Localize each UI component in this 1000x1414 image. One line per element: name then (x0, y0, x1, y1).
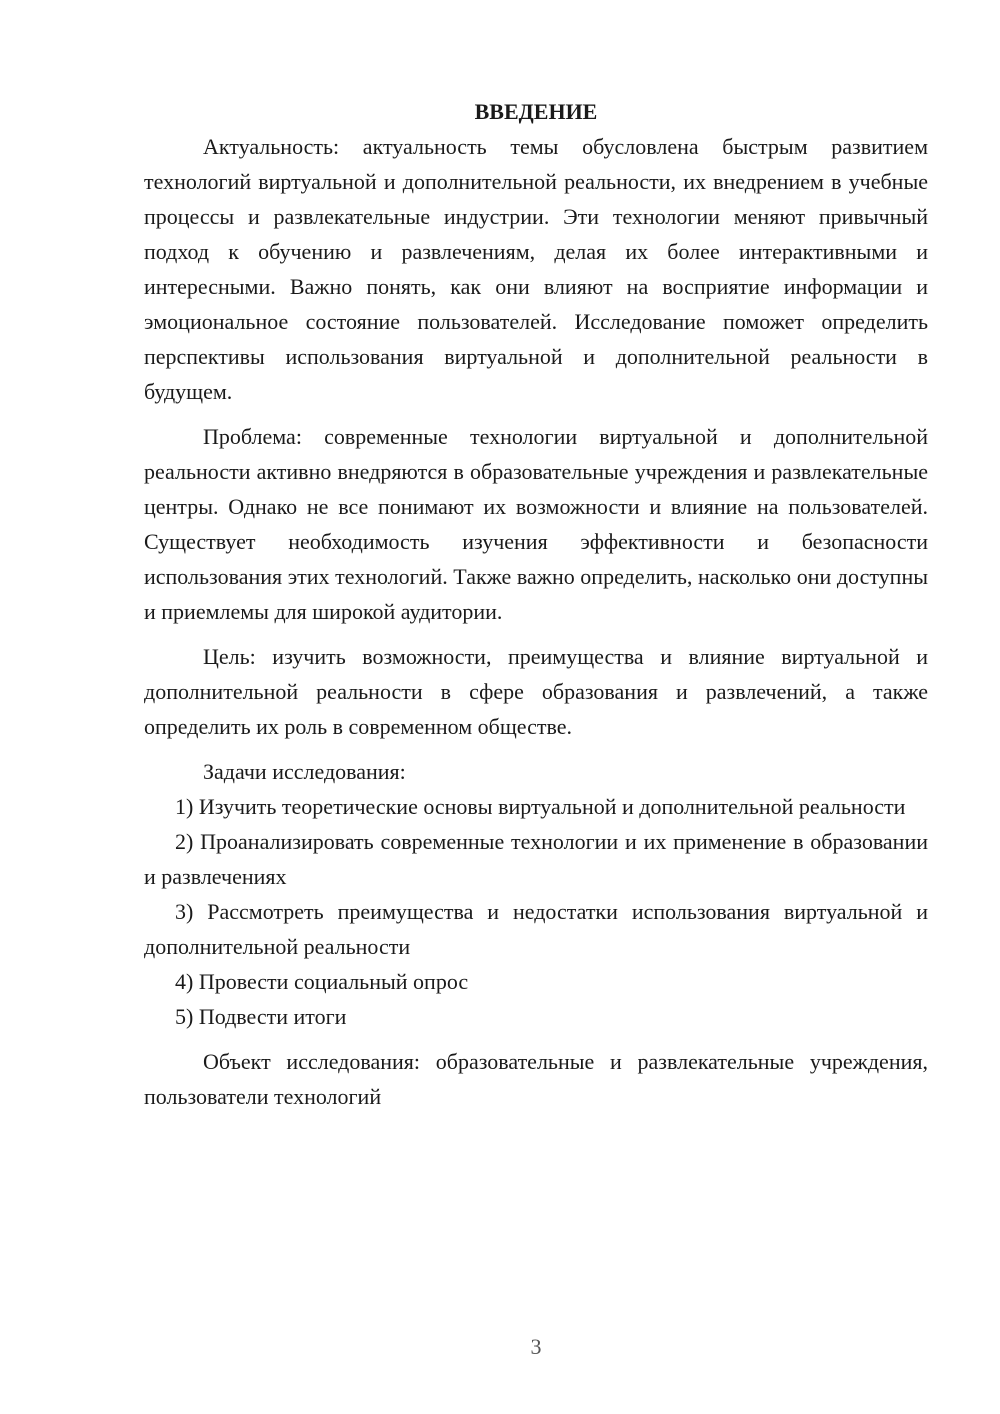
task-item-5: 5) Подвести итоги (175, 1004, 347, 1029)
document-page (144, 94, 928, 1114)
paragraph-relevance: Актуальность: актуальность темы обусловлена быстрым развитием технологий виртуальной и дополнительной реальности, их внедрением в учебные процессы и развлекательные индустрии. Эти технологии меняют привычный подход к обучению и развлечениям, делая их более интерактивными и интересными. Важно понять, как они влияют на восприятие информации и эмоциональное состояние пользователей. Исследование поможет определить перспективы использования виртуальной и дополнительной реальности в будущем. (144, 134, 928, 404)
page-title: ВВЕДЕНИЕ (474, 99, 598, 124)
paragraph-object: Объект исследования: образовательные и развлекательные учреждения, пользователи технологий (144, 1049, 928, 1109)
task-item-3: 3) Рассмотреть преимущества и недостатки использования виртуальной и дополнительной реальности (144, 899, 928, 959)
task-item-2: 2) Проанализировать современные технологии и их применение в образовании и развлечениях (144, 829, 928, 889)
paragraph-problem: Проблема: современные технологии виртуальной и дополнительной реальности активно внедряются в образовательные учреждения и развлекательные центры. Однако не все понимают их возможности и влияние на пользователей. Существует необходимость изучения эффективности и безопасности использования этих технологий. Также важно определить, насколько они доступны и приемлемы для широкой аудитории. (144, 424, 928, 624)
tasks-heading: Задачи исследования: (203, 759, 406, 784)
task-item-4: 4) Провести социальный опрос (175, 969, 469, 994)
page-number: 3 (530, 1334, 542, 1359)
paragraph-goal: Цель: изучить возможности, преимущества и влияние виртуальной и дополнительной реальности в сфере образования и развлечений, а также определить их роль в современном обществе. (144, 644, 928, 739)
task-item-1: 1) Изучить теоретические основы виртуальной и дополнительной реальности (175, 794, 906, 819)
